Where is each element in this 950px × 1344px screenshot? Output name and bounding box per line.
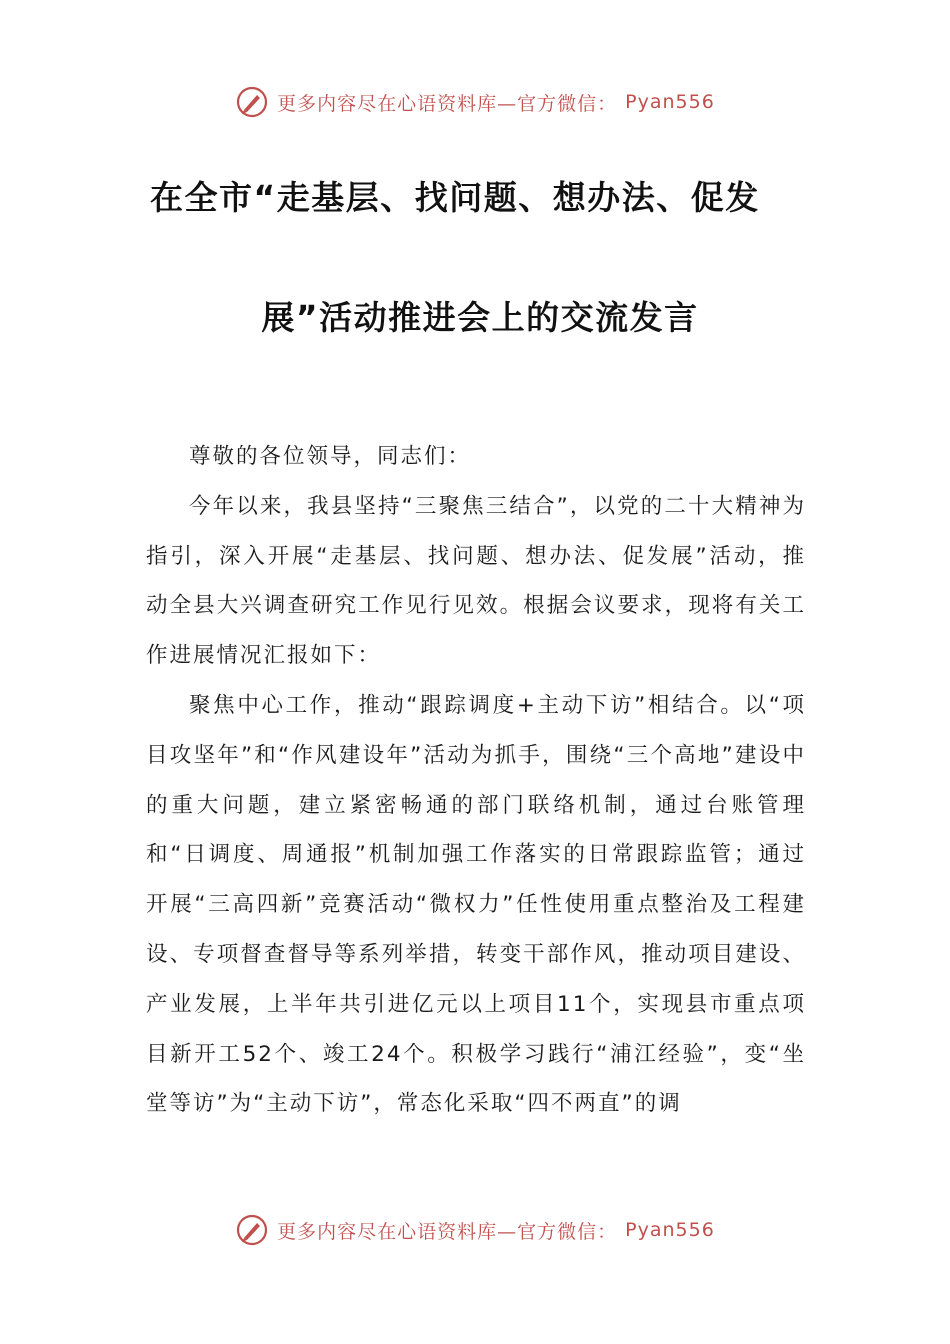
pen-logo-icon bbox=[235, 85, 269, 119]
pen-logo-icon bbox=[235, 1213, 269, 1247]
document-title-line-1: 在全市“走基层、找问题、想办法、促发 bbox=[150, 178, 760, 217]
watermark-wechat-id: Pyan556 bbox=[625, 91, 715, 113]
watermark-wechat-id: Pyan556 bbox=[625, 1219, 715, 1241]
paragraph-focus-center-work: 聚焦中心工作，推动“跟踪调度+主动下访”相结合。以“项目攻坚年”和“作风建设年”活动为抓手，围绕“三个高地”建设中的重大问题，建立紧密畅通的部门联络机制，通过台账管理和“日调度、周通报”机制加强工作落实的日常跟踪监管；通过开展“三高四新”竞赛活动“微权力”任性使用重点整治及工程建设、专项督查督导等系列举措，转变干部作风，推动项目建设、产业发展，上半年共引进亿元以上项目11个，实现县市重点项目新开工52个、竣工24个。积极学习践行“浦江经验”，变“坐堂等访”为“主动下访”，常态化采取“四不两直”的调 bbox=[146, 692, 806, 1117]
salutation: 尊敬的各位领导，同志们： bbox=[189, 444, 472, 469]
watermark-text: 更多内容尽在心语资料库—官方微信： bbox=[277, 92, 618, 115]
document-body bbox=[146, 432, 806, 1129]
watermark-text: 更多内容尽在心语资料库—官方微信： bbox=[277, 1220, 618, 1243]
paragraph-intro: 今年以来，我县坚持“三聚焦三结合”，以党的二十大精神为指引，深入开展“走基层、找问题、想办法、促发展”活动，推动全县大兴调查研究工作见行见效。根据会议要求，现将有关工作进展情况汇报如下： bbox=[146, 493, 806, 669]
footer-watermark bbox=[0, 1210, 950, 1250]
header-watermark bbox=[0, 82, 950, 122]
document-title-line-2: 展”活动推进会上的交流发言 bbox=[261, 298, 699, 337]
